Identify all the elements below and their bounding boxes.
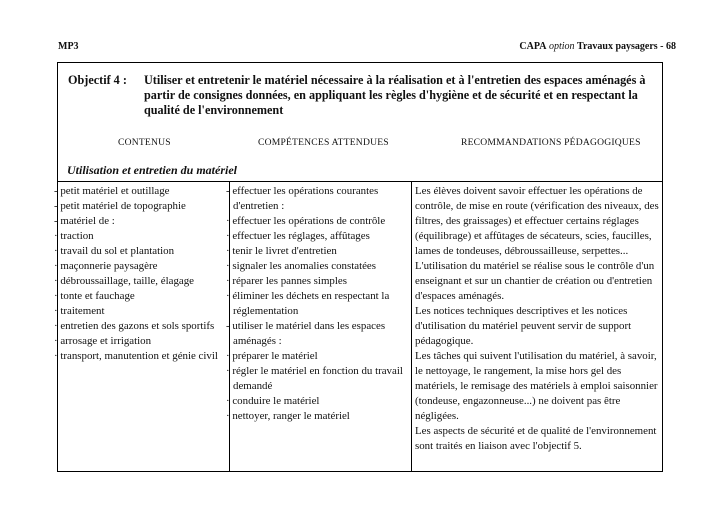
competences-list [226,184,409,424]
competence-item: - effectuer les opérations courantes d'entretien : [226,185,379,212]
competence-item: · effectuer les réglages, affûtages [226,230,370,242]
competence-item: · éliminer les déchets en respectant la réglementation [226,290,390,317]
recommandation-paragraph: Les aspects de sécurité et de qualité de l'environnement sont traités en liaison avec l'objectif 5. [415,425,657,452]
contenu-item: · traitement [54,305,105,317]
header-page: Travaux paysagers - 68 [577,41,676,52]
objective-label: Objectif 4 : [68,73,127,87]
column-divider [411,181,412,471]
contenu-item: · entretien des gazons et sols sportifs [54,320,215,332]
competence-item: · nettoyer, ranger le matériel [226,410,350,422]
competence-item: - utiliser le matériel dans les espaces aménagés : [226,320,386,347]
contenu-item: - matériel de : [54,215,115,227]
column-header-recommandations: RECOMMANDATIONS PÉDAGOGIQUES [461,137,641,148]
contenu-item: · débroussaillage, taille, élagage [54,275,195,287]
contenu-item: - petit matériel de topographie [54,200,186,212]
competence-item: · signaler les anomalies constatées [226,260,376,272]
section-title: Utilisation et entretien du matériel [67,163,238,177]
contenu-item: · arrosage et irrigation [54,335,152,347]
recommandation-paragraph: Les notices techniques descriptives et les notices d'utilisation du matériel peuvent servir de support pédagogique. [415,305,632,347]
competence-item: · préparer le matériel [226,350,318,362]
competence-item: · réparer les pannes simples [226,275,347,287]
page-code: MP3 [58,41,79,52]
objective-text: Utiliser et entretenir le matériel nécessaire à la réalisation et à l'entretien des espaces aménagés à partir de consignes données, en appliquant les règles d'hygiène et de sécurité et en respectant la qualité de l'environnement [144,73,646,117]
header-diploma: CAPA [519,41,547,52]
recommandation-paragraph: Les tâches qui suivent l'utilisation du matériel, à savoir, le nettoyage, le rangement, la mise hors gel des matériels, le remisage des matériels à emploi saisonnier (tondeuse, engazonneuse...) ne doivent pas être négligées. [415,350,658,422]
page-header-right [519,41,676,52]
objective-block [68,73,653,118]
recommandations-text [415,184,659,454]
contenu-item: · transport, manutention et génie civil [54,350,218,362]
objective-table [54,62,663,472]
contenu-item: · maçonnerie paysagère [54,260,158,272]
header-option: option [548,41,575,52]
competence-item: · conduire le matériel [226,395,320,407]
competence-item: · effectuer les opérations de contrôle [226,215,386,227]
recommandation-paragraph: Les élèves doivent savoir effectuer les opérations de contrôle, de mise en route (vérification des niveaux, des filtres, des graissages) et effectuer certains réglages (équilibrage) et affûtages de sécateurs, scies, faucilles, lames de tondeuses, débroussailleuse, serpettes... [415,185,659,257]
contenus-list [54,184,226,364]
column-header-contenus: CONTENUS [118,137,171,148]
contenu-item: - petit matériel et outillage [54,185,170,197]
contenu-item: · tonte et fauchage [54,290,135,302]
competence-item: · régler le matériel en fonction du travail demandé [226,365,403,392]
column-header-competences: COMPÉTENCES ATTENDUES [258,137,389,148]
contenu-item: · travail du sol et plantation [54,245,175,257]
recommandation-paragraph: L'utilisation du matériel se réalise sous le contrôle d'un enseignant et sur un chantier de création ou d'entretien d'espaces aménagés. [415,260,655,302]
table-divider [58,181,662,182]
competence-item: · tenir le livret d'entretien [226,245,337,257]
contenu-item: · traction [54,230,94,242]
